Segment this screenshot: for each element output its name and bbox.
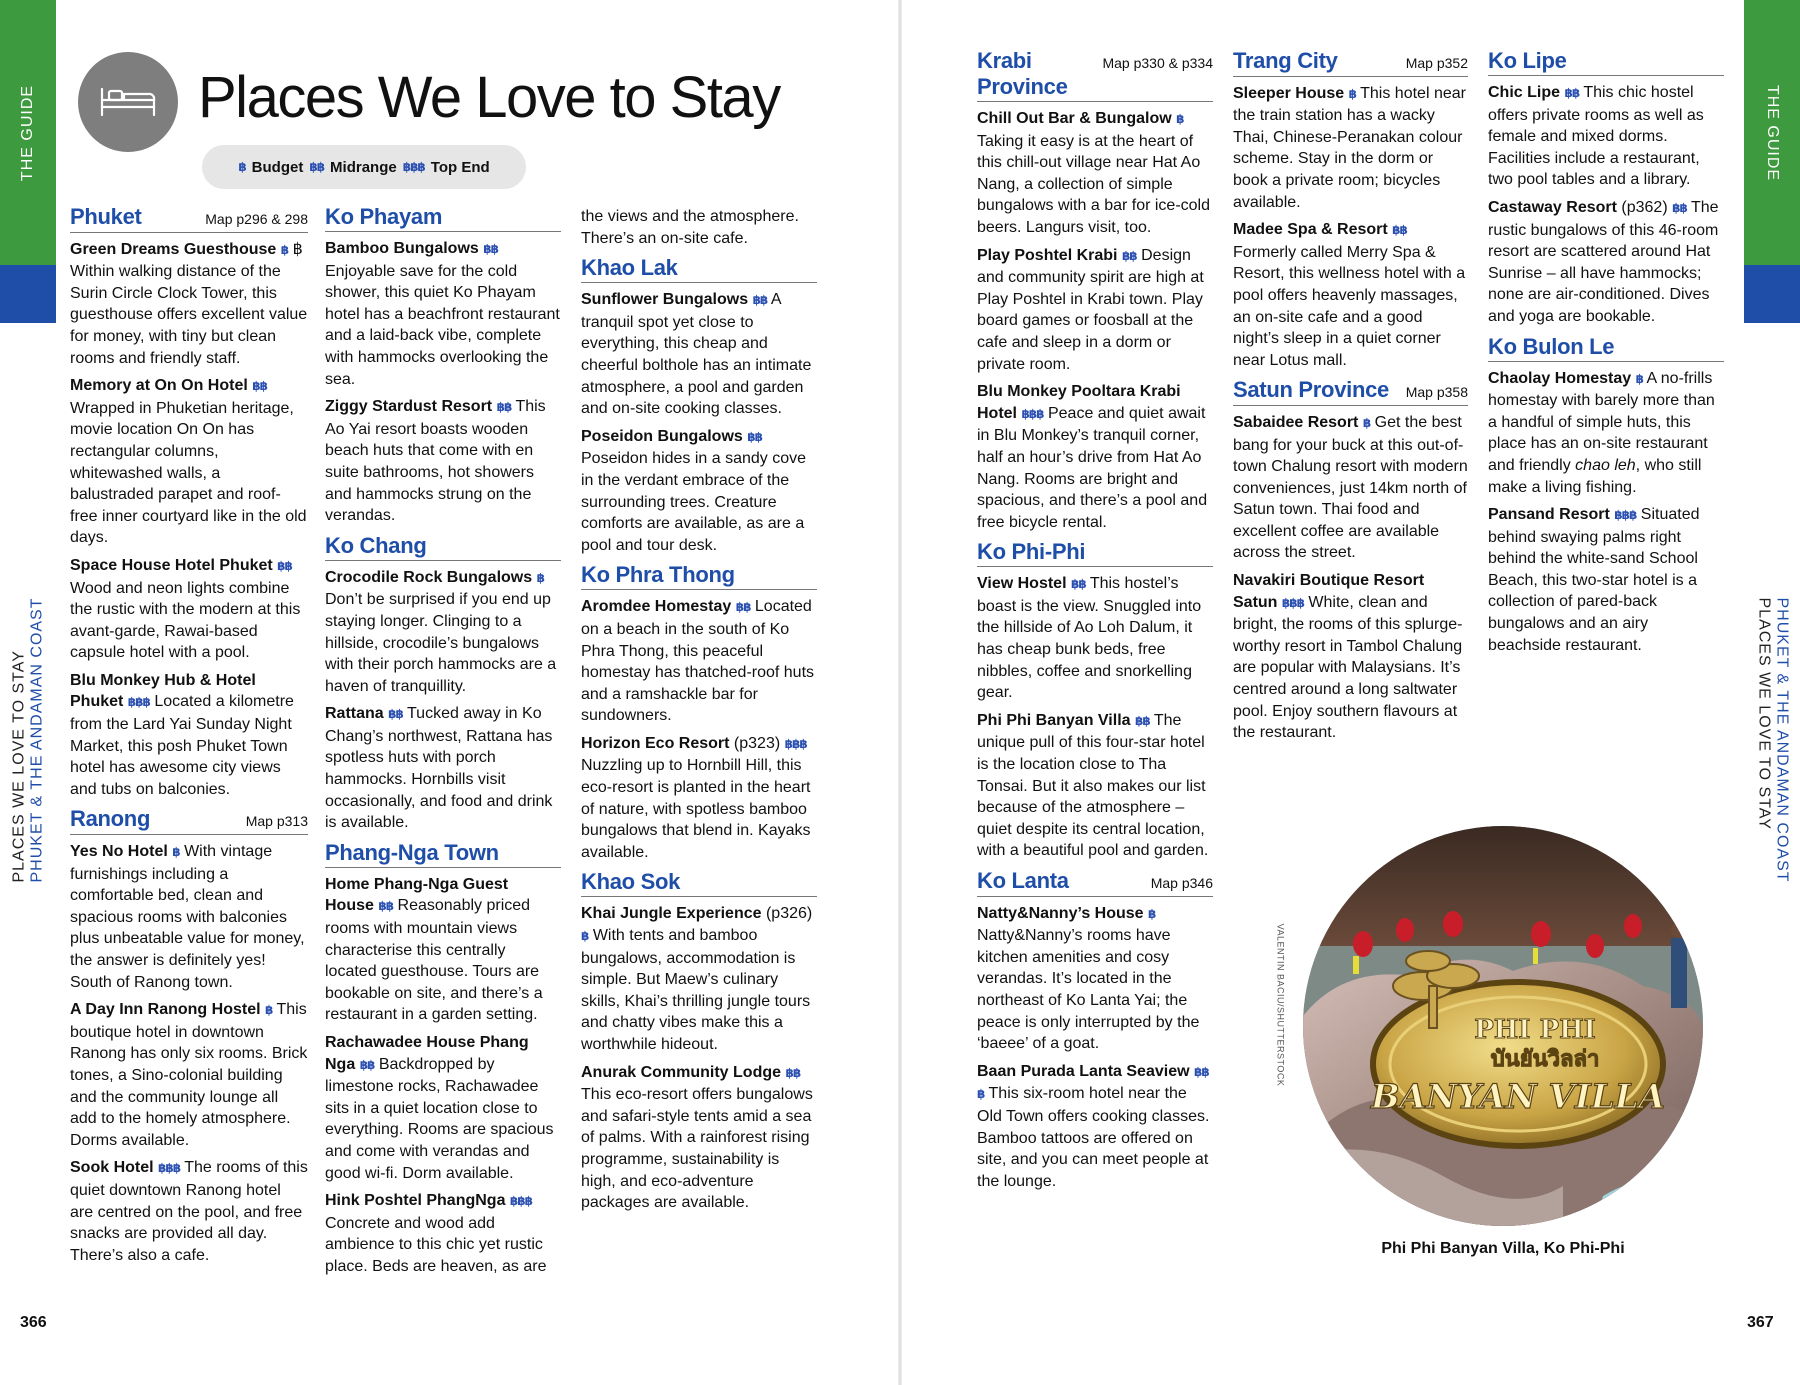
listing-entry: Blu Monkey Hub & Hotel Phuket ฿฿฿ Located a kilometre from the Lard Yai Sunday Night Market, this posh Phuket Town hotel has awesome city views and tubs on balconies. [70,671,294,798]
right-page [900,0,1800,1385]
bed-icon [78,52,178,152]
sign-text-phi-phi: PHI PHI [1474,1015,1596,1045]
region-header-ko-chang: Ko Chang [325,533,561,561]
section-color-tab-right [1744,265,1800,323]
listing-entry: Chaolay Homestay ฿ A no-frills homestay with barely more than a handful of simple huts, this place has an on-site restaurant and friendly chao leh, who still make a living fishing. [1488,369,1715,496]
listing-entry: Bamboo Bungalows ฿฿ Enjoyable save for the cold shower, this quiet Ko Phayam hotel has a beachfront restaurant and a laid-back vibe, complete with hammocks overlooking the sea. [325,240,560,388]
region-header-krabi: Krabi Province Map p330 & p334 [977,48,1213,102]
listing-entry: Blu Monkey Pooltara Krabi Hotel ฿฿฿ Peace and quiet await in Blu Monkey’s tranquil corner, half an hour’s drive from Hat Ao Nang. Rooms are bright and spacious, and there’s a pool and free bicycle rental. [977,383,1208,531]
listing-entry: Castaway Resort (p362) ฿฿ The rustic bungalows of this 46-room resort are scattered around Hat Sunrise – all have hammocks; none are air-conditioned. Dives and yoga are bookable. [1488,198,1719,325]
page-title: Places We Love to Stay [198,65,780,130]
photo-illustration [1303,826,1703,1226]
running-header-left [0,330,56,1150]
region-header-ko-phi-phi: Ko Phi-Phi [977,539,1213,567]
section-color-tab-left [0,265,56,323]
listing-entry: Sook Hotel ฿฿฿ The rooms of this quiet downtown Ranong hotel are centred on the pool, and free snacks are provided all day. There’s also a cafe. [70,1159,308,1264]
listing-entry: Hink Poshtel PhangNga ฿฿฿ Concrete and wood add ambience to this chic yet rustic place. Beds are heaven, as are [325,1192,547,1275]
listing-entry: Poseidon Bungalows ฿฿ Poseidon hides in a sandy cove in the verdant embrace of the surrounding trees. Creature comforts are available, as are a pool and tour desk. [581,427,807,554]
column-6 [1488,48,1724,662]
listing-entry: A Day Inn Ranong Hostel ฿ This boutique hotel in downtown Ranong has only six rooms. Brick tones, a Sino-colonial building and the community lounge all add to the homely atmosphere. Dorms available. [70,1001,308,1149]
column-3 [581,206,817,1220]
listing-entry: Navakiri Boutique Resort Satun ฿฿฿ White, clean and bright, the rooms of this splurge-worthy resort in Tambol Chalung are popular with Malaysians. It’s centred around a long saltwater pool. Enjoy southern flavours at the restaurant. [1233,572,1463,742]
running-header-section: PLACES WE LOVE TO STAY [1755,597,1773,830]
listing-entry: Ziggy Stardust Resort ฿฿ This Ao Yai resort boasts wooden beach huts that come with en suite bathrooms, hot showers and hammocks strung on the verandas. [325,398,546,525]
photo-banyan-villa-sign [1303,826,1703,1226]
listing-entry: Space House Hotel Phuket ฿฿ Wood and neon lights combine the rustic with the modern at this avant-garde, Rawai-based capsule hotel with a pool. [70,556,301,662]
column-5 [1233,48,1468,750]
column-2 [325,204,561,1284]
photo-credit: VALENTIN BACIU/SHUTTERSTOCK [1275,923,1286,1087]
region-header-ko-phayam: Ko Phayam [325,204,561,232]
listing-entry: Chic Lipe ฿฿ This chic hostel offers private rooms as well as female and mixed dorms. Facilities include a restaurant, two pool tables and a library. [1488,84,1704,189]
listing-entry: Sunflower Bungalows ฿฿ A tranquil spot yet close to everything, this cheap and cheerful bolthole has an intimate atmosphere, a pool and garden and on-site cooking classes. [581,291,812,418]
price-legend: ฿ Budget ฿฿ Midrange ฿฿฿ Top End [202,145,526,189]
page-number: 367 [1747,1314,1774,1331]
listing-entry: Madee Spa & Resort ฿฿ Formerly called Merry Spa & Resort, this wellness hotel with a pool offers heavenly massages, an on-site cafe and a good night’s sleep in a quiet corner near Lotus mall. [1233,221,1466,369]
region-header-phang-nga: Phang-Nga Town [325,840,561,868]
region-header-trang: Trang City Map p352 [1233,48,1468,77]
listing-entry: Khai Jungle Experience (p326) ฿ With tents and bamboo bungalows, accommodation is simple. But Maew’s culinary skills, Khai’s thrilling jungle tours and chatty vibes make this a worthwhile hideout. [581,905,813,1053]
listing-entry: Play Poshtel Krabi ฿฿ Design and community spirit are high at Play Poshtel in Krabi town. Play board games or foosball at the cafe and sleep in a dorm or private room. [977,246,1204,373]
guide-tab-right: THE GUIDE [1744,0,1800,265]
listing-entry: View Hostel ฿฿ This hostel’s boast is the view. Snuggled into the hillside of Ao Loh Dalum, it has cheap bunk beds, free nibbles, coffee and snorkelling gear. [977,575,1202,702]
listing-entry: Natty&Nanny’s House ฿ Natty&Nanny’s rooms have kitchen amenities and cosy verandas. It’s located in the northeast of Ko Lanta Yai; the peace is only interrupted by the ‘baeee’ of a goat. [977,904,1200,1053]
running-header-chapter: PHUKET & THE ANDAMAN COAST [28,597,46,883]
listing-entry: Rachawadee House Phang Nga ฿฿ Backdropped by limestone rocks, Rachawadee sits in a quiet location close to everything. Rooms are spacious and come with verandas and good wi-fi. Dorm available. [325,1034,554,1182]
listing-entry: Memory at On On Hotel ฿฿ Wrapped in Phuketian heritage, movie location On On has rectangular columns, whitewashed walls, a balustraded parapet and roof-free inner courtyard like in the old days. [70,377,307,547]
region-header-khao-lak: Khao Lak [581,255,817,283]
region-header-khao-sok: Khao Sok [581,869,817,897]
sign-text-thai: บันยันวิลล่า [1490,1047,1600,1072]
photo-caption: Phi Phi Banyan Villa, Ko Phi-Phi [1381,1240,1625,1257]
listing-entry: Yes No Hotel ฿ With vintage furnishings including a comfortable bed, clean and spacious rooms with balconies plus unbeatable value for money, the answer is definitely yes! South of Ranong town. [70,843,305,991]
region-header-ko-lanta: Ko Lanta Map p346 [977,868,1213,897]
running-header-right [1744,330,1800,1150]
listing-entry: Chill Out Bar & Bungalow ฿ Taking it easy is at the heart of this chill-out village near Hat Ao Nang, a collection of simple bungalows with a bar for ice-cold beers. Langurs visit, too. [977,110,1211,236]
listing-entry: Sabaidee Resort ฿ Get the best bang for your buck at this out-of-town Chalung resort with modern conveniences, just 14km north of Satun town. Thai food and excellent coffee are available across the street. [1233,413,1468,562]
column-4 [977,48,1213,1198]
listing-entry: Green Dreams Guesthouse ฿ ฿ Within walking distance of the Surin Circle Clock Tower, this guesthouse offers excellent value for money, with tiny but clean rooms and friendly staff. [70,240,308,367]
listing-entry: Pansand Resort ฿฿฿ Situated behind swaying palms right behind the white-sand School Beach, this two-star hotel is a collection of pared-back bungalows and an airy beachside restaurant. [1488,506,1700,654]
listing-continuation: the views and the atmosphere. There’s an on-site cafe. [581,208,799,247]
listing-entry: Baan Purada Lanta Seaview ฿฿฿ This six-room hotel near the Old Town offers cooking classes. Bamboo tattoos are offered on site, and you can meet people at the lounge. [977,1062,1210,1190]
region-header-ko-lipe: Ko Lipe [1488,48,1724,76]
region-header-ko-bulon-le: Ko Bulon Le [1488,334,1724,362]
region-header-satun: Satun Province Map p358 [1233,377,1468,406]
region-header-ranong: Ranong Map p313 [70,806,308,835]
guide-tab-left: THE GUIDE [0,0,56,265]
region-header-ko-phra-thong: Ko Phra Thong [581,562,817,590]
listing-entry: Phi Phi Banyan Villa ฿฿ The unique pull of this four-star hotel is the location close to Tha Tonsai. But it also makes our list because of the atmosphere – quiet despite its central location, with a beautiful pool and garden. [977,711,1209,860]
column-1 [70,204,308,1272]
page-number: 366 [20,1314,47,1331]
listing-entry: Horizon Eco Resort (p323) ฿฿฿ Nuzzling up to Hornbill Hill, this eco-resort is planted in the heart of nature, with spotless bamboo bungalows that blend in. Kayaks available. [581,734,811,861]
running-header-section: PLACES WE LOVE TO STAY [10,650,28,883]
sign-text-banyan-villa: BANYAN VILLA [1370,1077,1666,1117]
listing-entry: Rattana ฿฿ Tucked away in Ko Chang’s northwest, Rattana has spotless huts with porch hammocks. Hornbills visit occasionally, and food and drink is available. [325,705,553,832]
listing-entry: Home Phang-Nga Guest House ฿฿ Reasonably priced rooms with mountain views characterise this centrally located guesthouse. Tours are bookable on site, and there’s a restaurant in a garden setting. [325,875,543,1024]
listing-entry: Anurak Community Lodge ฿฿ This eco-resort offers bungalows and safari-style tents amid a sea of palms. With a rainforest rising programme, sustainability is high, and eco-adventure packages are available. [581,1063,813,1212]
listing-entry: Crocodile Rock Bungalows ฿ Don’t be surprised if you end up staying longer. Clinging to a hillside, crocodile’s bungalows with their porch hammocks are a haven of tranquillity. [325,568,557,695]
listing-entry: Aromdee Homestay ฿฿ Located on a beach in the south of Ko Phra Thong, this peaceful homestay has thatched-roof huts and a ramshackle bar for sundowners. [581,598,815,725]
listing-entry: Sleeper House ฿ This hotel near the train station has a wacky Thai, Chinese-Peranakan colour scheme. Stay in the dorm or book a private room; bicycles available. [1233,84,1466,211]
running-header-chapter: PHUKET & THE ANDAMAN COAST [1773,597,1791,883]
region-header-phuket: Phuket Map p296 & 298 [70,204,308,233]
